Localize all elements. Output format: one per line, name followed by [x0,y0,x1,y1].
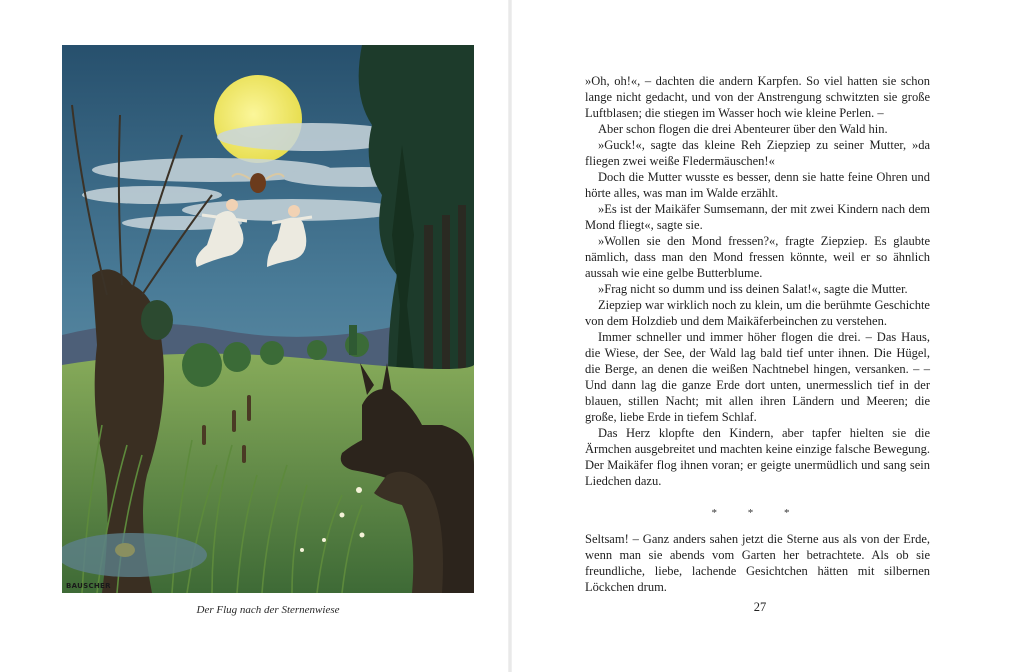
pond-shape [62,533,207,577]
fish-shape [115,543,135,557]
paragraph: Aber schon flogen die drei Abenteurer über den Wald hin. [598,122,888,136]
illustration-caption: Der Flug nach der Sternenwiese [196,604,340,616]
illustration-moon-flight [62,45,474,593]
section-separator: * * * [711,507,804,519]
paragraph: »Wollen sie den Mond fressen?«, fragte Ziepziep. Es glaubte nämlich, dass man den Mond fressen könnte, weil er so ähnlich aussah wie eine gelbe Butterblume. [585,234,930,280]
paragraph: Doch die Mutter wusste es besser, denn sie hatte feine Ohren und hörte alles, was man im Walde erzählt. [585,170,930,200]
story-text [585,73,930,595]
paragraph: Immer schneller und immer höher flogen die drei. – Das Haus, die Wiese, der See, der Wald lag bald tief unter ihnen. Die Hügel, die Berge, an denen die weißen Nachtnebel hingen, versanken. – – Und dann lag die ganze Erde dort unten, unermesslich tief in der blauen, stillen Nacht; mit allen ihren Ländern und Meeren; die große, liebe Erde in tiefem Schlaf. [585,330,930,424]
paragraph: »Oh, oh!«, – dachten die andern Karpfen. So viel hatten sie schon lange nicht gedacht, und von der Anstrengung schwitzten sie große Luftblasen; die stiegen im Wasser hoch wie kleine Perlen. – [585,74,930,120]
paragraph: Das Herz klopfte den Kindern, aber tapfer hielten sie die Ärmchen ausgebreitet und machten keine einzige falsche Bewegung. Der Maikäfer flog ihnen voran; er geigte unermüdlich und sang sein Liedchen dazu. [585,426,931,488]
artist-signature: BAUSCHER [66,582,111,590]
book-gutter [508,0,512,672]
page-number: 27 [753,600,767,614]
paragraph: »Frag nicht so dumm und iss deinen Salat!«, sagte die Mutter. [598,282,908,296]
paragraph: Ziepziep war wirklich noch zu klein, um die berühmte Geschichte von dem Holzdieb und dem Maikäferbeinchen zu verstehen. [585,298,930,328]
paragraph: »Es ist der Maikäfer Sumsemann, der mit zwei Kindern nach dem Mond fliegt«, sagte sie. [585,202,930,232]
paragraph: »Guck!«, sagte das kleine Reh Ziepziep zu seiner Mutter, »da fliegen zwei weiße Fledermäuschen!« [585,138,930,168]
paragraph: Seltsam! – Ganz anders sahen jetzt die Sterne aus als von der Erde, wenn man sie abends vom Garten her betrachtete. Als ob sie freundliche, liebe, lachende Gesichtchen hätten mit silbernen Löckchen drum. [585,532,930,594]
